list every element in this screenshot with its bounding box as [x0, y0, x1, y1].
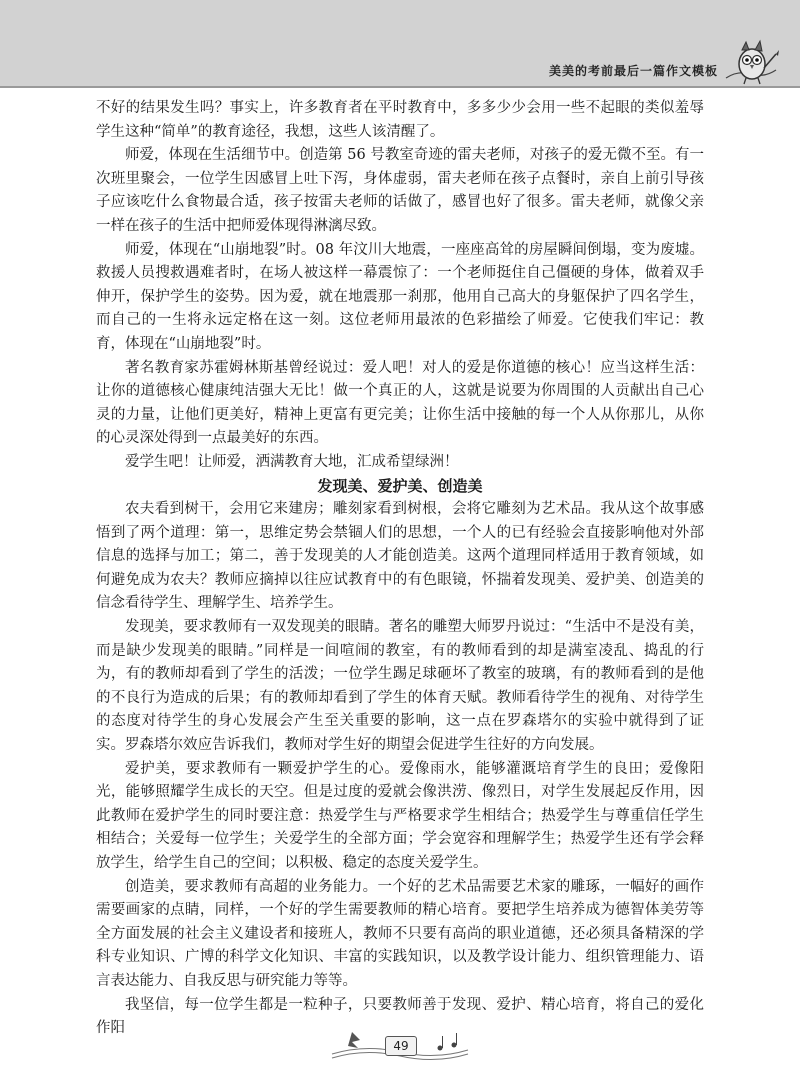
- header-divider: [0, 86, 800, 88]
- paragraph: 爱学生吧！让师爱，洒满教育大地，汇成希望绿洲！: [125, 453, 459, 470]
- paragraph: 农夫看到树干，会用它来建房；雕刻家看到树根，会将它雕刻为艺术品。我从这个故事感悟到了两个道理：第一，思维定势会禁锢人们的思想，一个人的已有经验会直接影响他对外部信息的选择与加工；第二，善于发现美的人才能创造美。这两个道理同样适用于教育领域，如何避免成为农夫？教师应摘掉以往应试教育中的有色眼镜，怀揣着发现美、爱护美、创造美的信念看待学生、理解学生、培养学生。: [96, 501, 704, 612]
- paragraph: 爱护美，要求教师有一颗爱护学生的心。爱像雨水，能够灌溉培育学生的良田；爱像阳光，能够照耀学生成长的天空。但是过度的爱就会像洪涝、像烈日，对学生发展起反作用，因此教师在爱护学生的同时要注意：热爱学生与严格要求学生相结合；热爱学生与尊重信任学生相结合；关爱每一位学生；关爱学生的全部方面；学会宽容和理解学生；热爱学生还有学会释放学生，给学生自己的空间；以积极、稳定的态度关爱学生。: [96, 760, 704, 871]
- paragraph: 师爱，体现在生活细节中。创造第 56 号教室奇迹的雷夫老师，对孩子的爱无微不至。有一次班里聚会，一位学生因感冒上吐下泻，身体虚弱，雷夫老师在孩子点餐时，亲自上前引导孩子应该吃什么食物最合适，孩子按雷夫老师的话做了，感冒也好了很多。雷夫老师，就像父亲一样在孩子的生活中把师爱体现得淋漓尽致。: [96, 147, 704, 234]
- paragraph: 发现美，要求教师有一双发现美的眼睛。著名的雕塑大师罗丹说过：“生活中不是没有美，而是缺少发现美的眼睛。”同样是一间喧闹的教室，有的教师看到的却是满室凌乱、捣乱的行为，有的教师却看到了学生的活泼；一位学生踢足球砸坏了教室的玻璃，有的教师看到的是他的不良行为造成的后果；有的教师却看到了学生的体育天赋。教师看待学生的视角、对待学生的态度对待学生的身心发展会产生至关重要的影响，这一点在罗森塔尔的实验中就得到了证实。罗森塔尔效应告诉我们，教师对学生好的期望会促进学生往好的方向发展。: [96, 619, 704, 754]
- article-body: [96, 97, 704, 1041]
- paragraph: 不好的结果发生吗？事实上，许多教育者在平时教育中，多多少少会用一些不起眼的类似羞辱学生这种“简单”的教育途径，我想，这些人该清醒了。: [96, 100, 704, 140]
- section-title: 发现美、爱护美、创造美: [317, 476, 483, 495]
- paragraph: 著名教育家苏霍姆林斯基曾经说过：爱人吧！对人的爱是你道德的核心！应当这样生活：让你的道德核心健康纯洁强大无比！做一个真正的人，这就是说要为你周围的人贡献出自己心灵的力量，让他们更美好，精神上更富有更完美；让你生活中接触的每一个人从你那儿，从你的心灵深处得到一点最美好的东西。: [96, 359, 704, 447]
- page-number: 49: [385, 1036, 417, 1056]
- running-title: 美美的考前最后一篇作文模板: [548, 64, 718, 78]
- paragraph: 师爱，体现在“山崩地裂”时。08 年汶川大地震，一座座高耸的房屋瞬间倒塌，变为废墟。救援人员搜救遇难者时，在场人被这样一幕震惊了：一个老师挺住自己僵硬的身体，做着双手伸开，保护学生的姿势。因为爱，就在地震那一刹那，他用自己高大的身躯保护了四名学生，而自己的一生将永远定格在这一刻。这位老师用最浓的色彩描绘了师爱。它使我们牢记：教育，体现在“山崩地裂”时。: [96, 241, 704, 352]
- paragraph: 创造美，要求教师有高超的业务能力。一个好的艺术品需要艺术家的雕琢，一幅好的画作需要画家的点睛，同样，一个好的学生需要教师的精心培育。要把学生培养成为德智体美劳等全方面发展的社会主义建设者和接班人，教师不只要有高尚的职业道德，还必须具备精深的学科专业知识、广博的科学文化知识、丰富的实践知识，以及教学设计能力、组织管理能力、语言表达能力、自我反思与研究能力等等。: [96, 878, 704, 989]
- paragraph: 我坚信，每一位学生都是一粒种子，只要教师善于发现、爱护、精心培育，将自己的爱化作阳: [96, 996, 704, 1037]
- owl-mascot-icon: [718, 34, 782, 94]
